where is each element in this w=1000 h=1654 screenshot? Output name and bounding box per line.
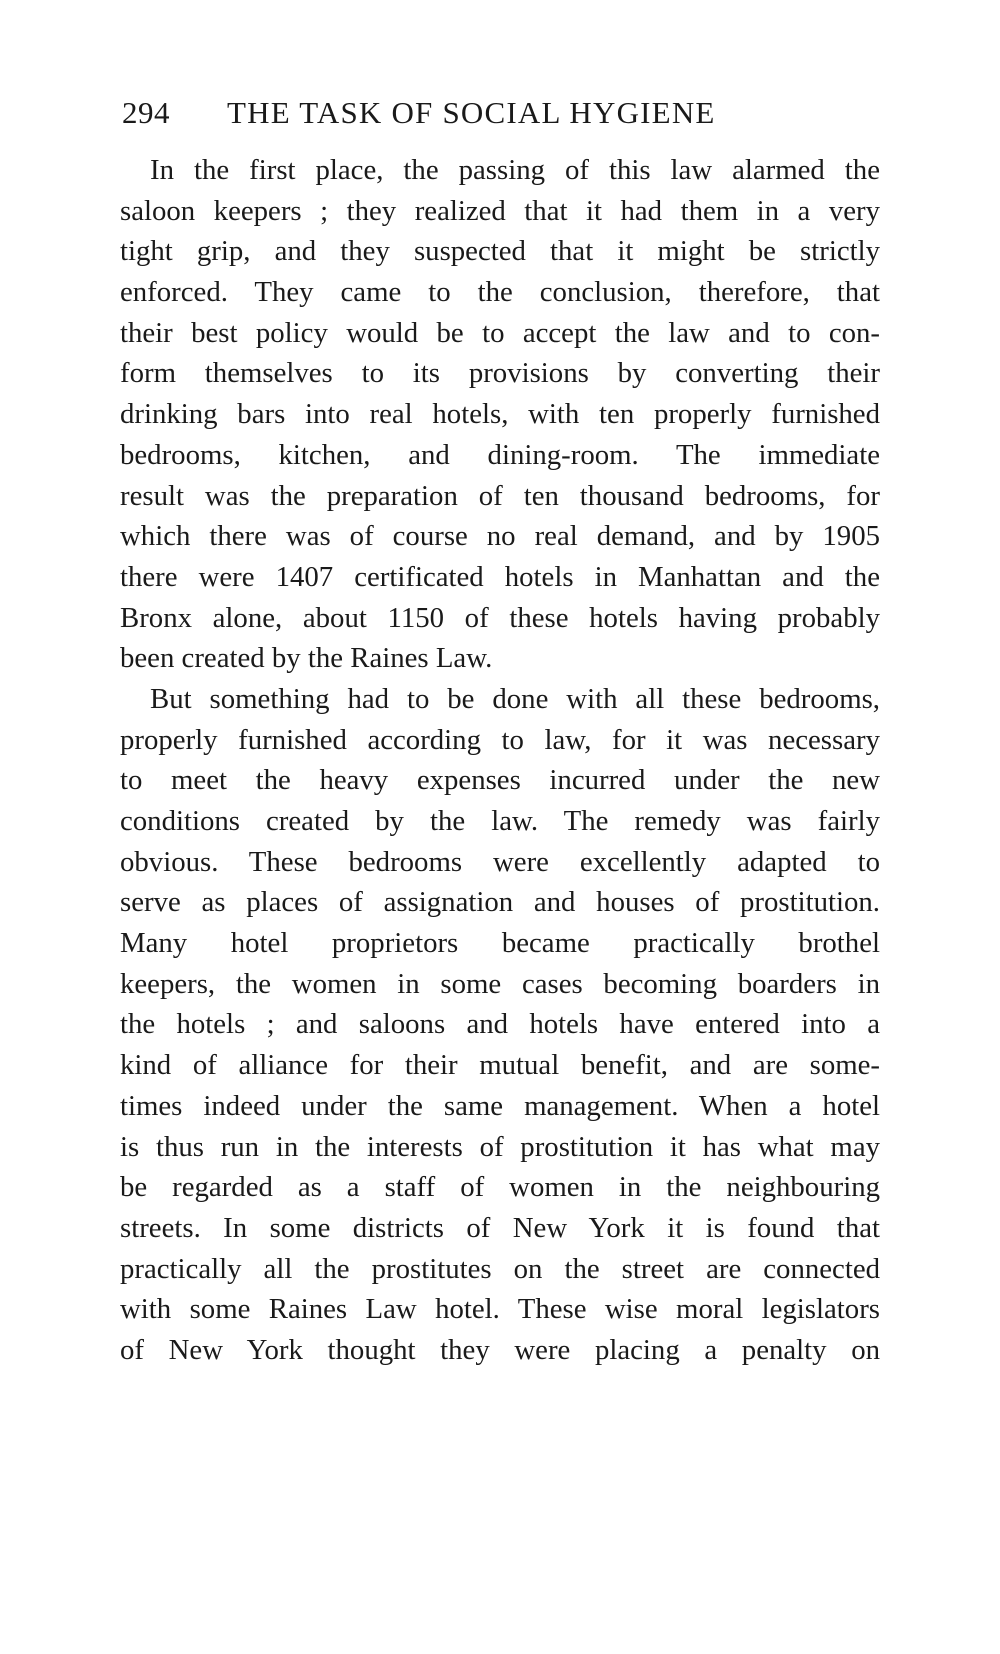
text-line: serve as places of assignation and houses of prostitution. [120,886,880,919]
text-line: tight grip, and they suspected that it might be strictly [120,235,880,268]
text-line: bedrooms, kitchen, and dining-room. The immediate [120,438,880,471]
text-line: obvious. These bedrooms were excellently adapted to [120,845,880,878]
text-line: keepers, the women in some cases becoming boarders in [120,967,880,1000]
text-line: form themselves to its provisions by converting their [120,357,880,390]
text-line: streets. In some districts of New York it is found that [120,1211,880,1244]
text-line: drinking bars into real hotels, with ten properly furnished [120,398,880,431]
text-line: the hotels ; and saloons and hotels have entered into a [120,1008,880,1041]
text-line: enforced. They came to the conclusion, therefore, that [120,276,880,309]
text-line: practically all the prostitutes on the street are connected [120,1252,880,1285]
text-line: conditions created by the law. The remedy was fairly [120,805,880,837]
text-line: been created by the Raines Law. [120,642,493,675]
text-line: there were 1407 certificated hotels in Manhattan and the [120,560,880,593]
body-text [120,150,880,1371]
text-line: their best policy would be to accept the law and to con- [120,316,880,349]
text-line: times indeed under the same management. When a hotel [120,1089,880,1122]
page-number: 294 [122,95,170,130]
paragraph-1 [120,150,880,679]
text-line: properly furnished according to law, for it was necessary [120,723,880,756]
paragraph-2 [120,679,880,1371]
text-line: Bronx alone, about 1150 of these hotels having probably [120,601,880,634]
text-line: kind of alliance for their mutual benefit, and are some- [120,1049,880,1082]
text-line: But something had to be done with all these bedrooms, [150,682,880,715]
running-title: THE TASK OF SOCIAL HYGIENE [227,95,716,130]
text-line: is thus run in the interests of prostitution it has what may [120,1130,880,1163]
text-line: which there was of course no real demand, and by 1905 [120,520,880,553]
text-line: be regarded as a staff of women in the neighbouring [120,1171,880,1204]
text-line: of New York thought they were placing a penalty on [120,1333,880,1366]
text-line: to meet the heavy expenses incurred under the new [120,764,880,797]
text-line: saloon keepers ; they realized that it had them in a very [120,194,880,227]
text-line: with some Raines Law hotel. These wise moral legislators [120,1293,880,1326]
running-head [122,95,882,145]
text-line: Many hotel proprietors became practically brothel [120,927,880,960]
text-line: result was the preparation of ten thousand bedrooms, for [120,479,880,512]
text-line: In the first place, the passing of this law alarmed the [150,154,880,186]
